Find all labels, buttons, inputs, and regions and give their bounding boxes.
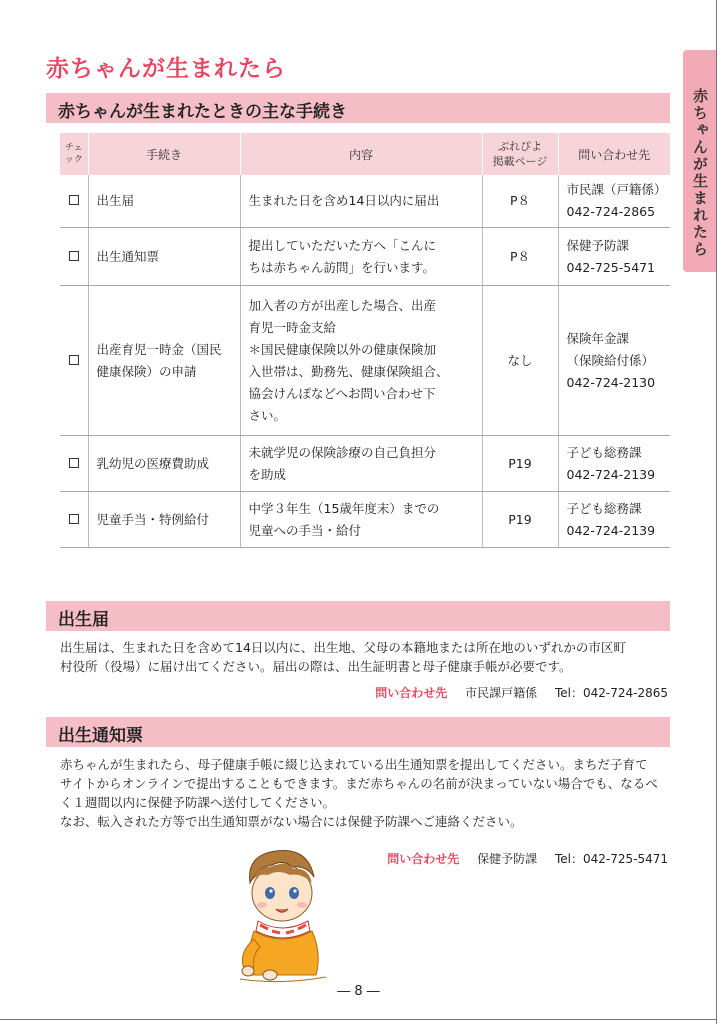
text-line: 出生届は、生まれた日を含めて14日以内に、出生地、父母の本籍地または所在地のいずれかの市区町: [60, 640, 626, 655]
text-line: サイトからオンラインで提出することもできます。まだ赤ちゃんの名前が決まっていない場合でも、なるべ: [60, 776, 658, 791]
text-line: なお、転入された方等で出生通知票がない場合には保健予防課へご連絡ください。: [60, 814, 523, 829]
row-checkbox-cell[interactable]: [60, 492, 88, 548]
procedure-content: [240, 492, 482, 548]
table-row: [60, 286, 670, 436]
procedure-name: 出生届: [88, 175, 240, 228]
checkbox-icon[interactable]: [69, 514, 79, 524]
checkbox-icon[interactable]: [69, 458, 79, 468]
content-line: 加入者の方が出産した場合、出産: [248, 297, 437, 313]
content-line: 生まれた日を含め14日以内に届出: [248, 193, 440, 208]
procedures-table: [60, 133, 670, 548]
procedure-content: [240, 286, 482, 436]
header-name: 手続き: [88, 133, 240, 175]
contact-dept: 保健予防課: [477, 852, 538, 866]
contact-cell: [558, 286, 670, 436]
content-line: を助成: [248, 466, 287, 482]
contact-line: 保険年金課: [566, 330, 630, 346]
content-line: 未就学児の保険診療の自己負担分: [248, 444, 437, 460]
contact-line: 子ども総務課: [566, 444, 642, 460]
contact-line: 042-725-5471: [566, 259, 656, 275]
content-line: 育児一時金支給: [248, 319, 337, 335]
content-line: ＊国民健康保険以外の健康保険加: [248, 341, 437, 357]
header-check: [60, 133, 88, 175]
page-border-right: [716, 0, 717, 1024]
content-line: 入世帯は、勤務先、健康保険組合、: [248, 363, 449, 379]
content-line: 提出していただいた方へ「こんに: [248, 237, 437, 253]
content-line: 児童への手当・給付: [248, 522, 362, 538]
header-content: 内容: [240, 133, 482, 175]
contact-line: 042-724-2139: [566, 522, 656, 538]
table-header-row: [60, 133, 670, 175]
procedure-name: 乳幼児の医療費助成: [88, 436, 240, 492]
row-checkbox-cell[interactable]: [60, 436, 88, 492]
table-row: [60, 228, 670, 286]
checkbox-icon[interactable]: [69, 355, 79, 365]
section-header-procedures: [46, 93, 670, 123]
checkbox-icon[interactable]: [69, 195, 79, 205]
contact-info: [375, 684, 668, 701]
header-check-label: チェック: [64, 143, 83, 165]
procedure-name: 児童手当・特例給付: [88, 492, 240, 548]
section-title: 出生届: [58, 610, 109, 630]
guide-page: P８: [482, 228, 558, 286]
side-tab-label: 赤ちゃんが生まれたら: [691, 88, 709, 258]
contact-info: [387, 850, 668, 867]
header-page-line1: ぶれぴよ: [498, 140, 542, 153]
procedure-name: 出産育児一時金（国民健康保険）の申請: [88, 286, 240, 436]
table-row: [60, 175, 670, 228]
birth-notice-text: [60, 755, 674, 831]
page-title: 赤ちゃんが生まれたら: [46, 56, 286, 82]
content-line: 中学３年生（15歳年度末）までの: [248, 500, 440, 516]
contact-line: 市民課（戸籍係）: [566, 182, 667, 197]
contact-label: 問い合わせ先: [375, 686, 448, 700]
contact-cell: [558, 228, 670, 286]
row-checkbox-cell[interactable]: [60, 228, 88, 286]
header-page-line2: 掲載ページ: [492, 155, 548, 168]
table-row: [60, 436, 670, 492]
header-contact: 問い合わせ先: [558, 133, 670, 175]
section-header-birth-notice: [46, 717, 670, 747]
row-checkbox-cell[interactable]: [60, 175, 88, 228]
guide-page: P８: [482, 175, 558, 228]
guide-page: なし: [482, 286, 558, 436]
content-line: さい。: [248, 407, 287, 423]
text-line: 村役所（役場）に届け出てください。届出の際は、出生証明書と母子健康手帳が必要です。: [60, 659, 572, 674]
content-line: ちは赤ちゃん訪問」を行います。: [248, 259, 436, 275]
contact-label: 問い合わせ先: [387, 852, 460, 866]
section-title: 出生通知票: [58, 726, 143, 746]
contact-tel: Tel：042-724-2865: [554, 686, 668, 700]
text-line: 赤ちゃんが生まれたら、母子健康手帳に綴じ込まれている出生通知票を提出してください。まちだ子育て: [60, 757, 648, 772]
page-number: ― 8 ―: [337, 984, 380, 999]
baby-illustration-icon: [228, 843, 338, 983]
contact-line: 保健予防課: [566, 237, 630, 253]
contact-line: 042-724-2139: [566, 466, 656, 482]
guide-page: P19: [482, 436, 558, 492]
table-row: [60, 492, 670, 548]
procedure-name: 出生通知票: [88, 228, 240, 286]
contact-line: 子ども総務課: [566, 500, 642, 516]
contact-cell: [558, 436, 670, 492]
contact-dept: 市民課戸籍係: [465, 686, 538, 700]
procedure-content: [240, 436, 482, 492]
contact-cell: [558, 492, 670, 548]
page-border-bottom: [0, 1019, 717, 1020]
table-body: [60, 175, 670, 548]
procedure-content: [240, 228, 482, 286]
row-checkbox-cell[interactable]: [60, 286, 88, 436]
contact-line: 042-724-2865: [566, 204, 656, 219]
checkbox-icon[interactable]: [69, 251, 79, 261]
birth-registration-text: [60, 638, 674, 676]
contact-cell: [558, 175, 670, 228]
procedure-content: [240, 175, 482, 228]
contact-line: 042-724-2130: [566, 374, 656, 390]
section-title: 赤ちゃんが生まれたときの主な手続き: [58, 102, 347, 122]
contact-tel: Tel：042-725-5471: [554, 852, 668, 866]
guide-page: P19: [482, 492, 558, 548]
text-line: く１週間以内に保健予防課へ送付してください。: [60, 795, 336, 810]
header-page: [482, 133, 558, 175]
content-line: 協会けんぽなどへお問い合わせ下: [248, 385, 436, 401]
side-index-tab[interactable]: [683, 50, 716, 272]
section-header-birth-registration: [46, 601, 670, 631]
contact-line: （保険給付係）: [566, 352, 655, 368]
